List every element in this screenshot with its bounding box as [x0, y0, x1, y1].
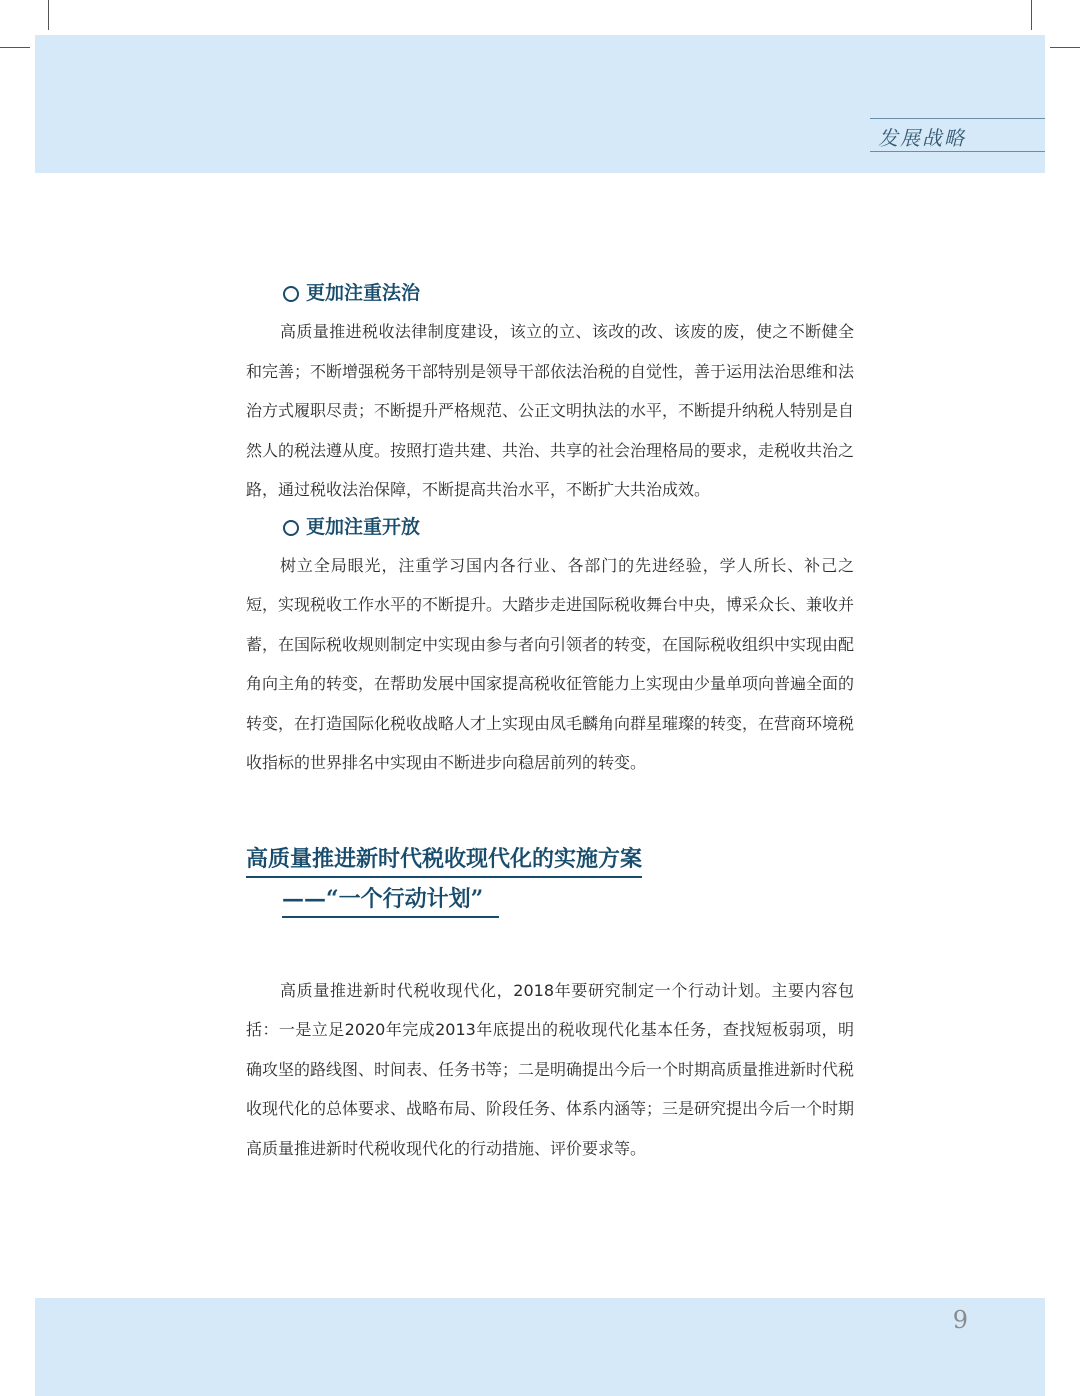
- footer-band: [35, 1298, 1045, 1396]
- header-band: [35, 35, 1045, 173]
- section-tag-label: 发展战略: [878, 126, 966, 150]
- crop-mark: [1050, 47, 1080, 48]
- paragraph-action-plan: 高质量推进新时代税收现代化，2018年要研究制定一个行动计划。主要内容包括：一是立足2020年完成2013年底提出的税收现代化基本任务，查找短板弱项，明确攻坚的路线图、时间表、任务书等；二是明确提出今后一个时期高质量推进新时代税收现代化的总体要求、战略布局、阶段任务、体系内涵等；三是研究提出今后一个时期高质量推进新时代税收现代化的行动措施、评价要求等。: [246, 980, 855, 1158]
- circle-bullet-icon: [283, 286, 299, 302]
- main-title-line2: ——“一个行动计划”: [282, 883, 499, 918]
- circle-bullet-icon: [283, 520, 299, 536]
- sub-heading-label: 更加注重法治: [306, 282, 421, 304]
- paragraph-openness: 树立全局眼光，注重学习国内各行业、各部门的先进经验，学人所长、补己之短，实现税收工作水平的不断提升。大踏步走进国际税收舞台中央，博采众长、兼收并蓄，在国际税收规则制定中实现由参与者向引领者的转变，在国际税收组织中实现由配角向主角的转变，在帮助发展中国家提高税收征管能力上实现由少量单项向普遍全面的转变，在打造国际化税收战略人才上实现由凤毛麟角向群星璀璨的转变，在营商环境税收指标的世界排名中实现由不断进步向稳居前列的转变。: [246, 555, 855, 772]
- main-title: [246, 843, 854, 941]
- crop-mark: [1031, 0, 1032, 30]
- crop-mark: [0, 47, 30, 48]
- sub-heading-openness: [246, 512, 854, 542]
- main-title-line1: 高质量推进新时代税收现代化的实施方案: [246, 843, 642, 878]
- article-content: [246, 278, 854, 1168]
- paragraph-rule-of-law: 高质量推进税收法律制度建设，该立的立、该改的改、该废的废，使之不断健全和完善；不断增强税务干部特别是领导干部依法治税的自觉性，善于运用法治思维和法治方式履职尽责；不断提升严格规范、公正文明执法的水平，不断提升纳税人特别是自然人的税法遵从度。按照打造共建、共治、共享的社会治理格局的要求，走税收共治之路，通过税收法治保障，不断提高共治水平，不断扩大共治成效。: [246, 322, 855, 499]
- sub-heading-label: 更加注重开放: [306, 515, 421, 538]
- page-number: 9: [952, 1306, 968, 1334]
- crop-mark: [48, 0, 49, 30]
- sub-heading-rule-of-law: [246, 278, 854, 308]
- section-tag: [870, 118, 1045, 152]
